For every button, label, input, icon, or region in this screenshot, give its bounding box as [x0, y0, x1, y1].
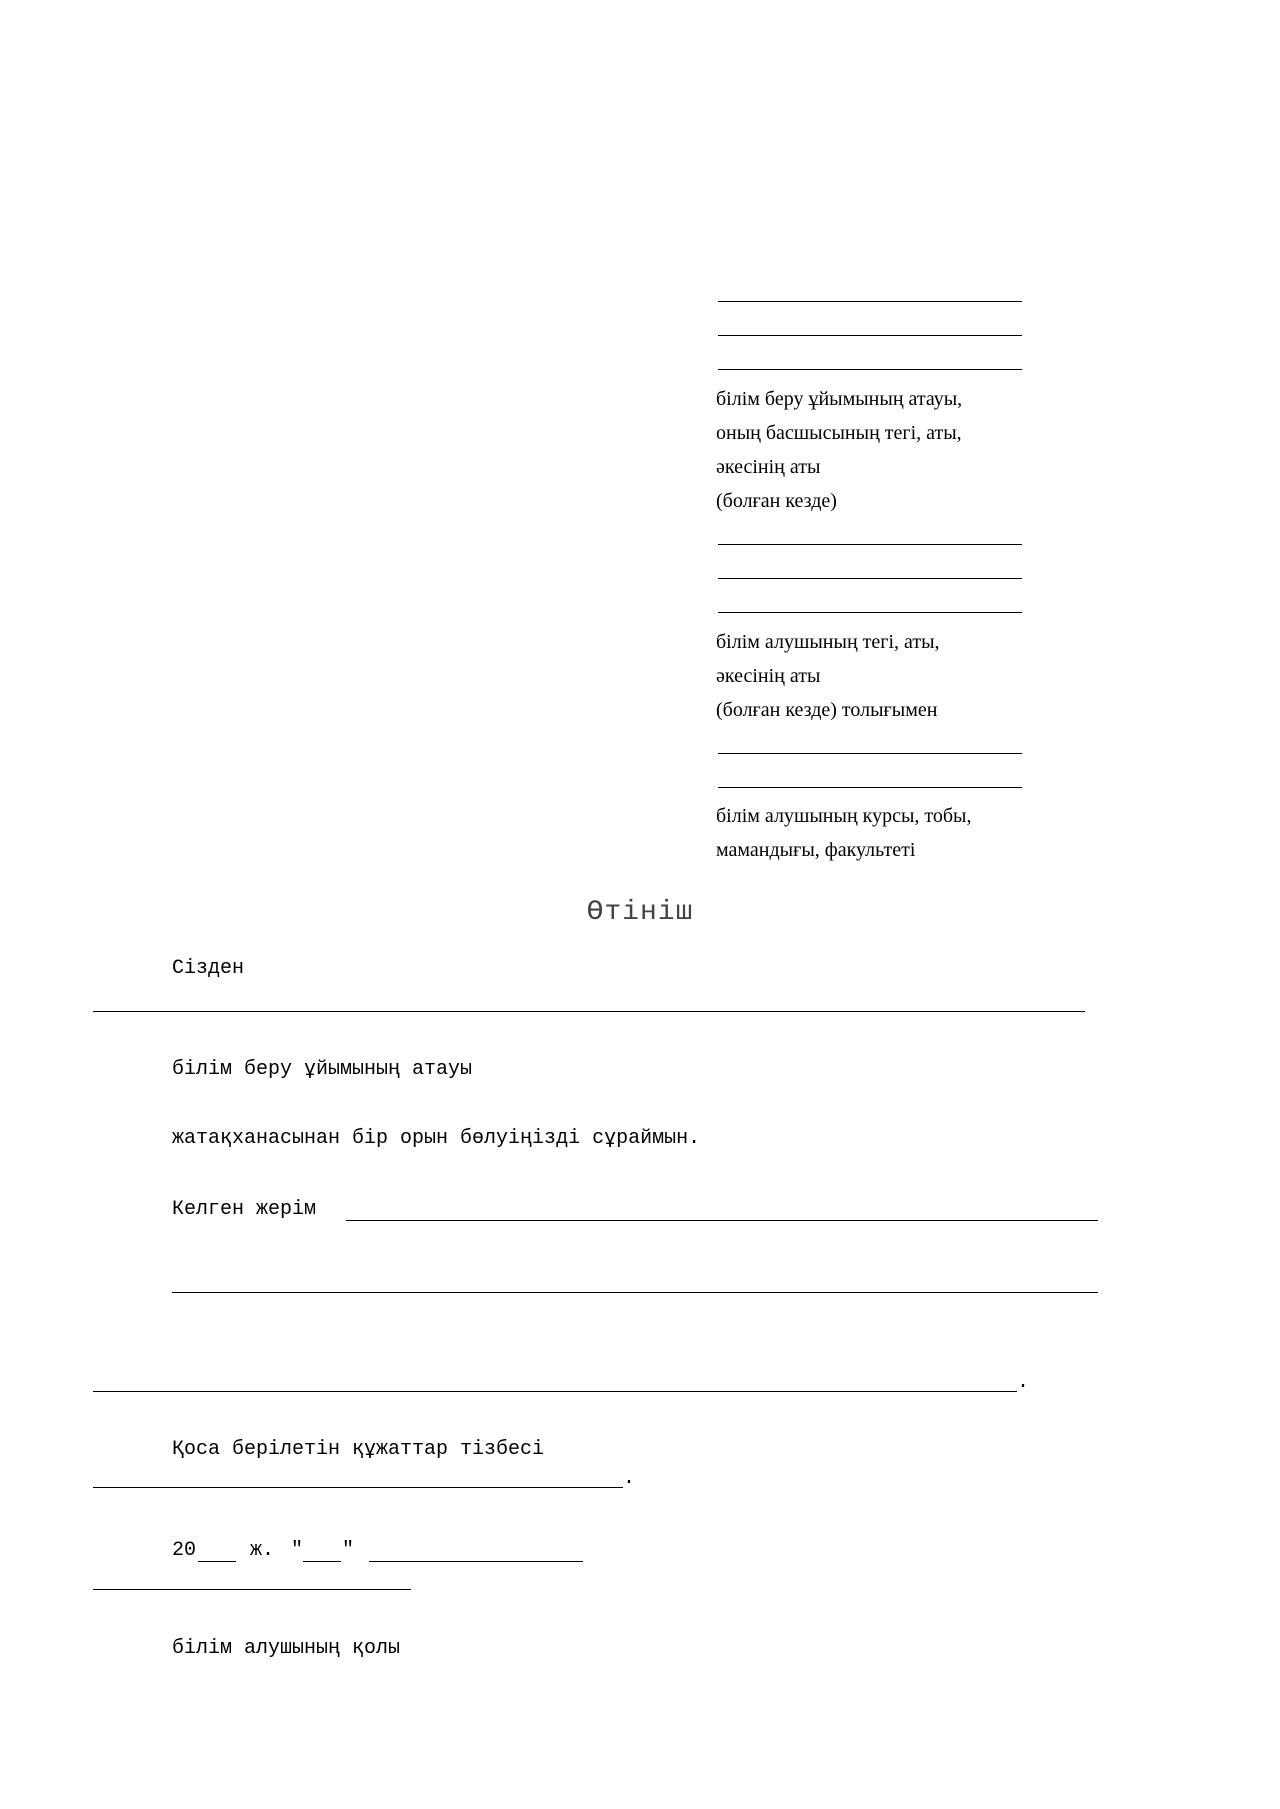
org-caption-line: білім беру ұйымының атауы,	[716, 388, 963, 410]
org-blank-line-2[interactable]	[718, 335, 1022, 336]
origin-blank-line-2[interactable]	[172, 1292, 1098, 1293]
student-blank-line-3[interactable]	[718, 612, 1022, 613]
student-caption-line: білім алушының тегі, аты,	[716, 631, 940, 653]
org-blank-line-3[interactable]	[718, 369, 1022, 370]
course-blank-line-2[interactable]	[718, 787, 1022, 788]
origin-label: Келген жерім	[172, 1198, 317, 1221]
org-name-caption: білім беру ұйымының атауы	[172, 1058, 473, 1081]
request-text: жатақханасынан бір орын бөлуіңізді сұраймын.	[172, 1127, 701, 1150]
attachments-blank-line[interactable]	[93, 1487, 623, 1488]
student-caption-line: (болған кезде) толығымен	[716, 699, 938, 721]
date-quote-close: "	[342, 1539, 355, 1562]
org-blank-line-1[interactable]	[718, 301, 1022, 302]
student-blank-line-2[interactable]	[718, 578, 1022, 579]
student-blank-line-1[interactable]	[718, 544, 1022, 545]
org-name-blank-line[interactable]	[93, 1011, 1085, 1012]
signature-blank-line[interactable]	[93, 1589, 411, 1590]
date-quote-open: "	[291, 1539, 304, 1562]
course-caption-line: мамандығы, факультеті	[716, 839, 916, 861]
date-year-suffix: ж.	[250, 1539, 275, 1562]
date-prefix: 20	[172, 1539, 197, 1562]
student-caption-line: әкесінің аты	[716, 665, 821, 687]
course-caption-line: білім алушының курсы, тобы,	[716, 805, 972, 827]
date-day-blank[interactable]	[303, 1561, 341, 1562]
attachments-label: Қоса берілетін құжаттар тізбесі	[172, 1438, 545, 1461]
attachments-period: .	[623, 1467, 636, 1490]
org-caption	[716, 382, 962, 518]
signature-caption: білім алушының қолы	[172, 1637, 401, 1660]
course-blank-line-1[interactable]	[718, 753, 1022, 754]
org-caption-line: оның басшысының тегі, аты,	[716, 422, 962, 444]
request-prefix: Сізден	[172, 957, 245, 980]
org-caption-line: әкесінің аты	[716, 456, 821, 478]
origin-period: .	[1017, 1371, 1030, 1394]
date-month-blank[interactable]	[369, 1561, 583, 1562]
origin-blank-line-3[interactable]	[93, 1391, 1017, 1392]
course-caption	[716, 799, 971, 867]
document-title: Өтініш	[586, 897, 694, 928]
student-caption	[716, 625, 940, 727]
origin-blank-line-1[interactable]	[346, 1220, 1098, 1221]
org-caption-line: (болған кезде)	[716, 490, 837, 512]
date-year-blank[interactable]	[198, 1561, 236, 1562]
